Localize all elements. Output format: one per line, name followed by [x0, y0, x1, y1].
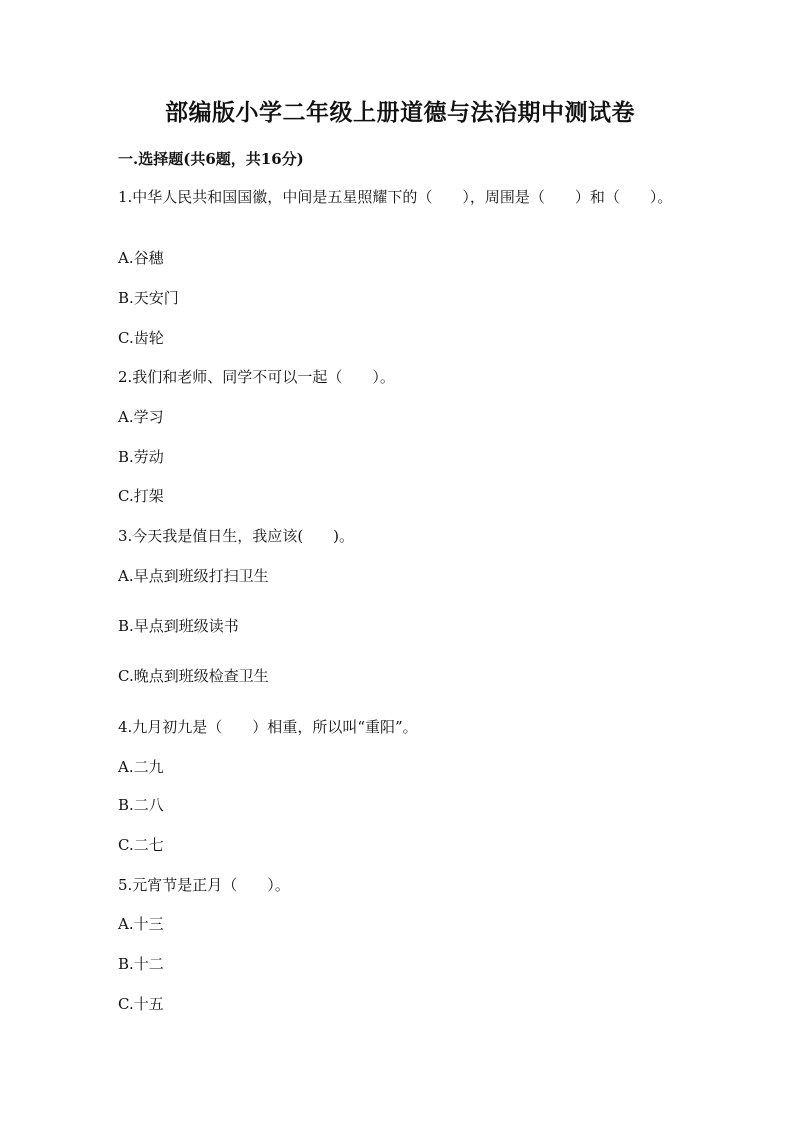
option-3c: C.晚点到班级检查卫生: [118, 667, 269, 685]
option-1a: A.谷穗: [118, 249, 164, 267]
option-2b: B.劳动: [118, 448, 164, 466]
question-stem-4: 4.九月初九是（ ）相重，所以叫“重阳”。: [118, 718, 418, 736]
option-4b: B.二八: [118, 796, 164, 814]
option-5c: C.十五: [118, 995, 164, 1013]
option-3a: A.早点到班级打扫卫生: [118, 567, 269, 585]
question-stem-1: 1.中华人民共和国国徽，中间是五星照耀下的（ ），周围是（ ）和（ ）。: [118, 188, 673, 206]
option-5a: A.十三: [118, 915, 164, 933]
question-stem-5: 5.元宵节是正月（ ）。: [118, 876, 290, 894]
question-stem-2: 2.我们和老师、同学不可以一起（ ）。: [118, 368, 395, 386]
option-2a: A.学习: [118, 408, 164, 426]
option-2c: C.打架: [118, 487, 164, 505]
question-stem-3: 3.今天我是值日生，我应该( )。: [118, 527, 355, 545]
option-1b: B.天安门: [118, 289, 179, 307]
option-1c: C.齿轮: [118, 329, 164, 347]
option-3b: B.早点到班级读书: [118, 617, 239, 635]
option-4a: A.二九: [118, 758, 164, 776]
section-heading: 一.选择题(共6题，共16分): [118, 150, 304, 168]
exam-title: 部编版小学二年级上册道德与法治期中测试卷: [165, 99, 635, 126]
option-4c: C.二七: [118, 836, 164, 854]
option-5b: B.十二: [118, 955, 164, 973]
